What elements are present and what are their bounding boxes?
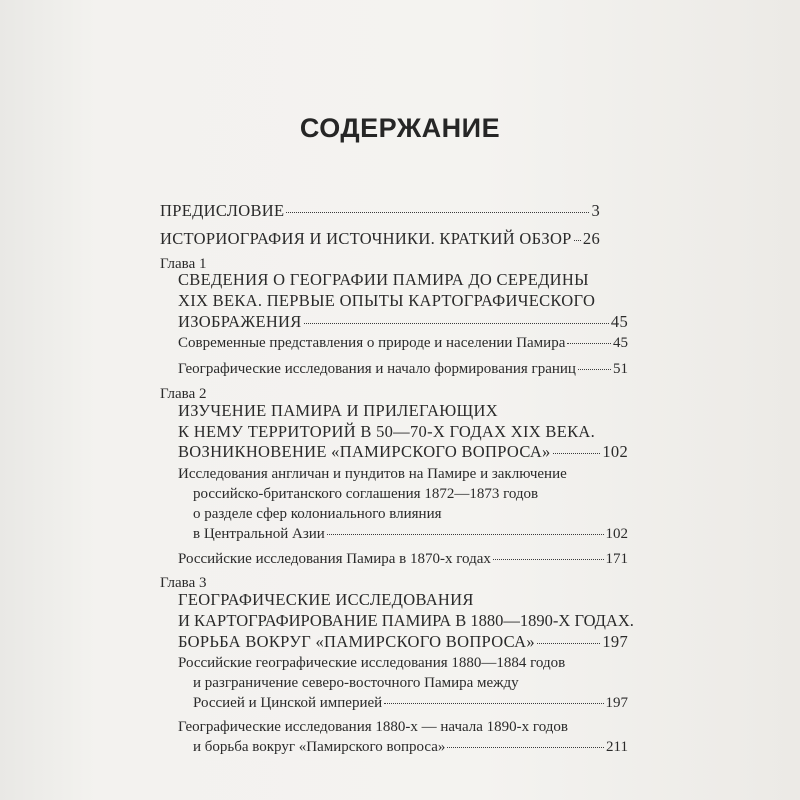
chapter-1-label: Глава 1 bbox=[160, 256, 207, 272]
toc-entry-preface[interactable] bbox=[160, 201, 600, 221]
toc-section-2-1-line[interactable]: российско-британского соглашения 1872—1873 годов bbox=[193, 486, 539, 502]
toc-entry-chapter-3[interactable] bbox=[178, 632, 628, 652]
toc-entry-chapter-2[interactable] bbox=[178, 442, 628, 462]
toc-section-title: и борьба вокруг «Памирского вопроса» bbox=[193, 739, 446, 755]
toc-page-number: 45 bbox=[610, 312, 628, 331]
toc-section-title: в Центральной Азии bbox=[193, 526, 325, 542]
toc-section-2-1[interactable] bbox=[193, 526, 628, 543]
toc-section-title: Россией и Цинской империей bbox=[193, 695, 383, 711]
chapter-3-label: Глава 3 bbox=[160, 575, 207, 591]
toc-section-3-1-line[interactable]: и разграничение северо-восточного Памира между bbox=[193, 675, 519, 691]
toc-page-number: 51 bbox=[613, 361, 628, 377]
leader-dots bbox=[327, 534, 604, 535]
leader-dots bbox=[384, 703, 603, 704]
chapter-3-title-line[interactable]: ГЕОГРАФИЧЕСКИЕ ИССЛЕДОВАНИЯ bbox=[178, 590, 474, 609]
toc-section-2-2[interactable] bbox=[178, 551, 628, 568]
toc-section-1-1[interactable] bbox=[178, 335, 628, 352]
toc-page-number: 197 bbox=[602, 632, 628, 651]
leader-dots bbox=[537, 643, 600, 644]
toc-section-title: Географические исследования и начало формирования границ bbox=[178, 361, 576, 377]
toc-page-number: 26 bbox=[582, 229, 600, 248]
toc-section-2-1-line[interactable]: Исследования англичан и пундитов на Памире и заключение bbox=[178, 466, 567, 482]
leader-dots bbox=[304, 323, 609, 324]
toc-entry-title: БОРЬБА ВОКРУГ «ПАМИРСКОГО ВОПРОСА» bbox=[178, 632, 535, 651]
leader-dots bbox=[553, 453, 601, 454]
toc-entry-title: ИЗОБРАЖЕНИЯ bbox=[178, 312, 302, 331]
toc-entry-title: ИСТОРИОГРАФИЯ И ИСТОЧНИКИ. КРАТКИЙ ОБЗОР bbox=[160, 229, 572, 248]
toc-section-3-1-line[interactable]: Российские географические исследования 1880—1884 годов bbox=[178, 655, 566, 671]
toc-entry-title: ПРЕДИСЛОВИЕ bbox=[160, 201, 285, 220]
chapter-3-title-line[interactable]: И КАРТОГРАФИРОВАНИЕ ПАМИРА В 1880—1890-Х ГОДАХ. bbox=[178, 611, 634, 630]
leader-dots bbox=[286, 212, 589, 213]
toc-page-number: 102 bbox=[602, 442, 628, 461]
toc-section-3-1[interactable] bbox=[193, 695, 628, 712]
toc-entry-chapter-1[interactable] bbox=[178, 312, 628, 332]
toc-entry-historiography[interactable] bbox=[160, 229, 600, 249]
toc-page-number: 45 bbox=[613, 335, 628, 351]
toc-section-2-1-line[interactable]: о разделе сфер колониального влияния bbox=[193, 506, 442, 522]
toc-section-3-2-line[interactable]: Географические исследования 1880-х — начала 1890-х годов bbox=[178, 719, 568, 735]
chapter-2-title-line[interactable]: К НЕМУ ТЕРРИТОРИЙ В 50—70-Х ГОДАХ XIX ВЕКА. bbox=[178, 422, 596, 441]
leader-dots bbox=[567, 343, 611, 344]
toc-page-number: 3 bbox=[591, 201, 600, 220]
toc-section-1-2[interactable] bbox=[178, 361, 628, 378]
toc-page-number: 171 bbox=[605, 551, 628, 567]
toc-page-number: 197 bbox=[605, 695, 628, 711]
leader-dots bbox=[578, 369, 611, 370]
toc-section-title: Российские исследования Памира в 1870-х годах bbox=[178, 551, 491, 567]
toc-page-number: 211 bbox=[606, 739, 628, 755]
leader-dots bbox=[493, 559, 604, 560]
chapter-1-title-line[interactable]: XIX ВЕКА. ПЕРВЫЕ ОПЫТЫ КАРТОГРАФИЧЕСКОГО bbox=[178, 291, 596, 310]
chapter-2-label: Глава 2 bbox=[160, 386, 207, 402]
leader-dots bbox=[574, 240, 581, 241]
toc-page-number: 102 bbox=[605, 526, 628, 542]
chapter-1-title-line[interactable]: СВЕДЕНИЯ О ГЕОГРАФИИ ПАМИРА ДО СЕРЕДИНЫ bbox=[178, 270, 589, 289]
page-title: СОДЕРЖАНИЕ bbox=[299, 113, 501, 143]
toc-section-title: Современные представления о природе и населении Памира bbox=[178, 335, 566, 351]
toc-section-3-2[interactable] bbox=[193, 739, 628, 756]
leader-dots bbox=[447, 747, 604, 748]
toc-entry-title: ВОЗНИКНОВЕНИЕ «ПАМИРСКОГО ВОПРОСА» bbox=[178, 442, 551, 461]
chapter-2-title-line[interactable]: ИЗУЧЕНИЕ ПАМИРА И ПРИЛЕГАЮЩИХ bbox=[178, 401, 498, 420]
